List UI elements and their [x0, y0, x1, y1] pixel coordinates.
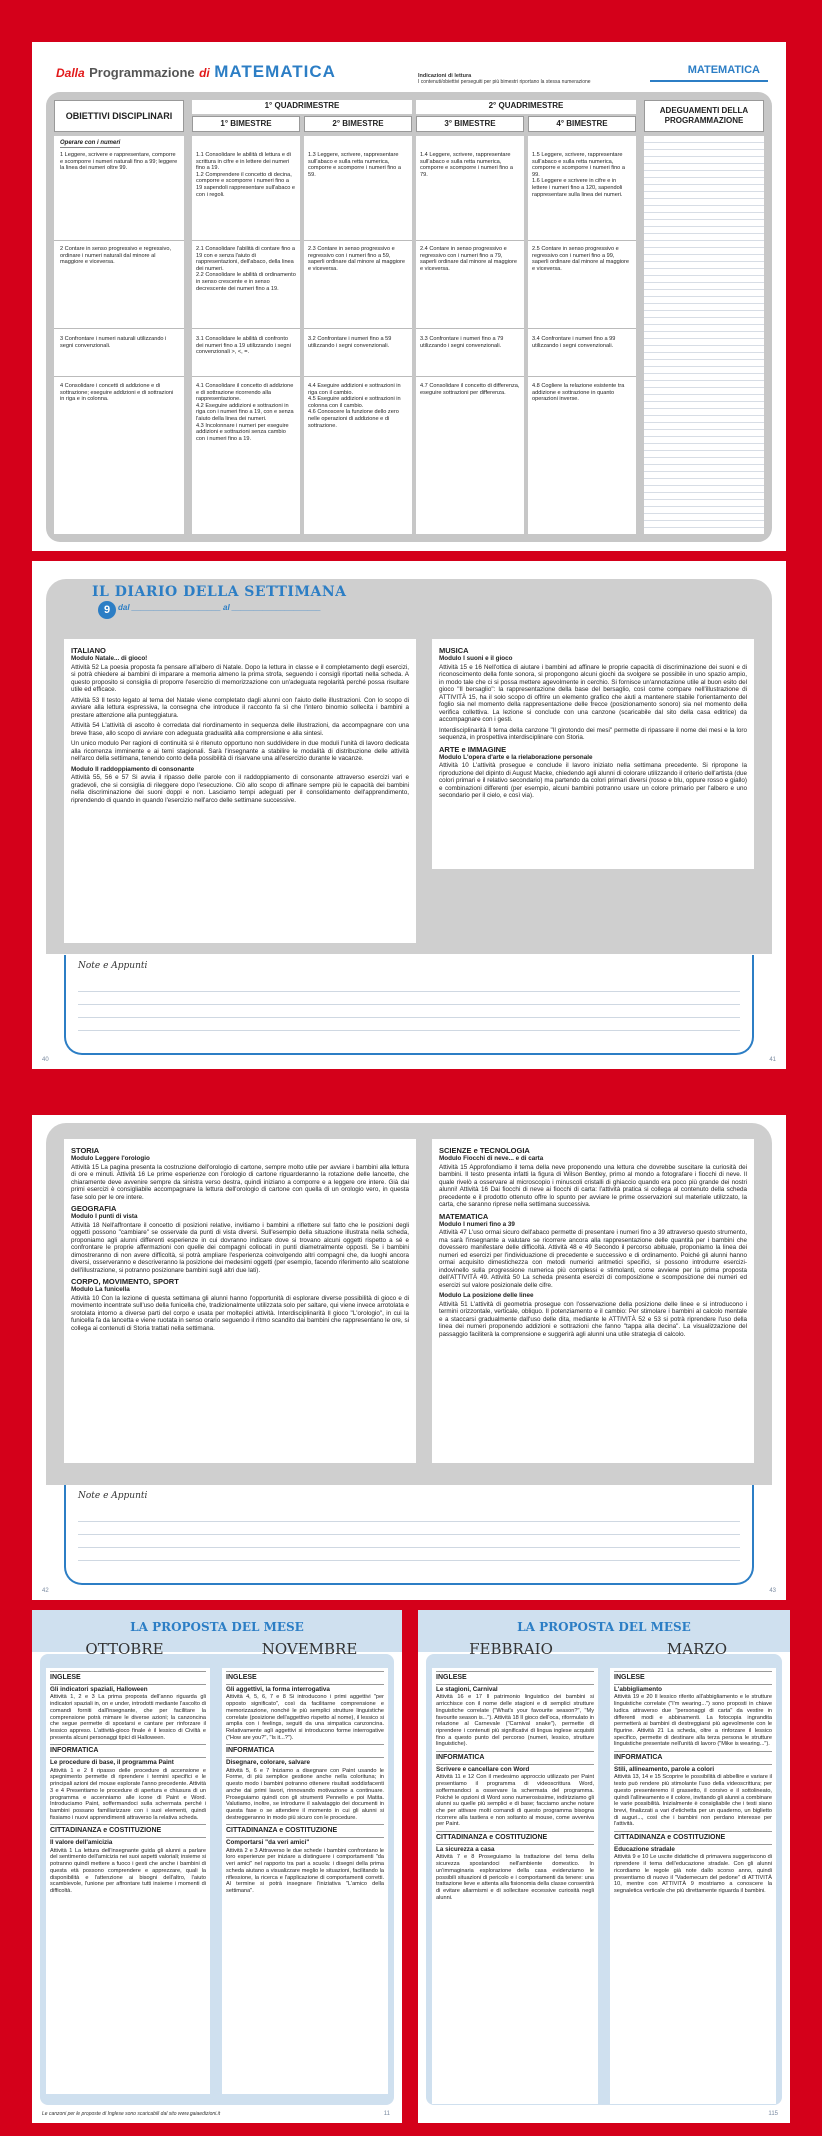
month-marzo: MARZO: [666, 1640, 728, 1658]
activity-text: Attività 1, 2 e 3 La prima proposta dell'anno riguarda gli indicatori spaziali in, on e under, introdotti mediante l'ascolto di comandi forniti dall'insegnante, che per facilitare la comprensione potrà mimare le diverse azioni; la canzoncina che segue permette di spostarsi e cantare per rinforzare il lessico appreso. L'attività-gioco finale è il lessico di Civiltà e presenta alcuni personaggi tipici di Halloween.: [50, 1694, 206, 1741]
b1-row-3: 3.1 Consolidare le abilità di confronto dei numeri fino a 19 utilizzando i segni convenzionali >, <, =.: [196, 336, 291, 356]
page-number-right: 43: [769, 1588, 776, 1594]
proposta-title: LA PROPOSTA DEL MESE: [130, 1620, 304, 1634]
notes-area-2[interactable]: [64, 1485, 754, 1585]
adeguamenti-lines[interactable]: [644, 136, 764, 534]
month-headings: [32, 1640, 402, 1660]
page-number: 11: [383, 2111, 390, 2117]
topic-title: Disegnare, colorare, salvare: [226, 1759, 311, 1767]
topic-title: La sicurezza a casa: [436, 1845, 495, 1853]
month-ottobre: OTTOBRE: [85, 1640, 164, 1658]
month-febbraio: FEBBRAIO: [469, 1640, 553, 1658]
topic-title: Gli indicatori spaziali, Halloween: [50, 1685, 148, 1693]
col-b3: [416, 136, 524, 534]
section-heading: ARTE e IMMAGINE: [439, 744, 507, 754]
diario-page-1: [32, 561, 786, 1069]
diario-right-box: [432, 639, 754, 869]
page-title: Dalla Programmazione di MATEMATICA: [56, 62, 336, 81]
module-title: Modulo Leggere l'orologio: [71, 1155, 150, 1162]
programmazione-page: [32, 42, 786, 551]
activity-text: Interdisciplinarità Il tema della canzone "Il girotondo dei mesi" permette di ripassare il nome dei mesi e la loro sequenza, in prospettiva interdisciplinare con Storia.: [439, 726, 747, 741]
topic-title: L'abbigliamento: [614, 1685, 663, 1693]
subject-heading: INGLESE: [50, 1671, 206, 1685]
diario-left-box-2: [64, 1139, 416, 1463]
b1-row-1: 1.1 Consolidare le abilità di lettura e di scrittura in cifre e in lettere dei numeri fino a 19. 1.2 Comprendere il concetto di decina, comporre e scomporre i numeri fino a 19 sapendoli rappresentare sull'abaco e con i regoli.: [196, 152, 296, 198]
programmazione-table: [46, 92, 772, 542]
header-obiettivi: OBIETTIVI DISCIPLINARI: [54, 100, 184, 132]
header-b3: 3° BIMESTRE: [416, 116, 524, 132]
topic-title: Scrivere e cancellare con Word: [436, 1765, 530, 1773]
topic-title: Stili, allineamento, parole a colori: [614, 1765, 715, 1773]
activity-text: Attività 13, 14 e 15 Scoprire le possibilità di abbellire e variare il testo può rendere più stimolante l'uso della videoscrittura; per questo presenteremo il grassetto, il corsivo e il sottolineato, quindi l'allineamento e il colore, invitando gli alunni a combinare le varie possibilità. Inizialmente è consigliabile che i testi siano brevi, finalizzati a vari d'etichetta per un quaderno, un biglietto di auguri..., così che i bambini non perdano interesse per l'attività.: [614, 1774, 772, 1828]
week-number-badge: 9: [98, 601, 116, 619]
module-title: Modulo I numeri fino a 39: [439, 1220, 515, 1228]
marzo-column: [610, 1668, 776, 2104]
ottobre-column: [46, 1668, 210, 2094]
col-b1: [192, 136, 300, 534]
b2-row-1: 1.3 Leggere, scrivere, rappresentare sull'abaco e sulla retta numerica, comporre e scomporre i numeri fino a 59.: [308, 152, 401, 178]
topic-title: Le procedure di base, il programma Paint: [50, 1759, 174, 1767]
reading-notes: Indicazioni di lettura I contenuti/obiettivi perseguiti per più bimestri riportano la stessa numerazione: [418, 73, 591, 85]
topic-title: Il valore dell'amicizia: [50, 1839, 113, 1847]
module-title: Modulo Il raddoppiamento di consonante: [71, 765, 195, 773]
footer-note: Le canzoni per le proposte di Inglese sono scaricabili dal sito www.gaiaedizioni.it: [42, 2111, 221, 2117]
module-title: Modulo I suoni e il gioco: [439, 655, 513, 662]
activity-text: Attività 11 e 12 Con il medesimo approccio utilizzato per Paint presentiamo il programma di videoscrittura Word, soffermandoci a osservare la schermata del programma. Poiché le opzioni di Word sono numerosissime, indirizziamo gli alunni su quelle più semplici e di base; facciamo anche notare che per attivare molti comandi di questo programma bisogna ricorrere alla tastiera e non soltanto al mouse, come avveniva per Paint.: [436, 1774, 594, 1828]
subject-heading: INFORMATICA: [614, 1751, 772, 1765]
header-q2: 2° QUADRIMESTRE: [416, 100, 636, 114]
activity-text: Attività 15 e 16 Nell'ottica di aiutare i bambini ad affinare le proprie capacità di discriminazione dei suoni e di riconoscimento della fonte sonora, si propongono alcuni giochi da svolgere se possibile in uno spazio ampio, in modo tale che ci si possa mettere agevolmente in cerchio. Si fornisce un'annotazione utile al buon esito del gioco "Il bersaglio": la rappresentazione della base del bersaglio, così come compare nell'illustrazione di ATTIVITÀ 15, ha il solo scopo di offrire un elemento grafico che aiuti a mantenere stabile l'orientamento del foglio sia nel momento della rappresentazione delle frecce (posizionamento sonoro) sia nel momento della verifica collettiva. La lezione si conclude con una canzone (scaricabile dal sito della casa editrice) da accompagnare con i gesti.: [439, 663, 747, 723]
activity-text: Attività 5, 6 e 7 Iniziamo a disegnare con Paint usando le Forme, di più semplice gestione anche nella colorituna; in questo modo i bambini potranno ottenere risultati soddisfacenti anche dai primi lavori, rinnovando motivazione a continuare. Proseguiamo quindi con gli strumenti Pennello e poi Matita. Valutiamo, inoltre, se introdurre il salvataggio dei documenti in questa fase o se attendere il momento in cui gli alunni si destreggeranno in modo più sicuro con le procedure.: [226, 1767, 384, 1821]
obiettivo-4: 4 Consolidare i concetti di addizione e di sottrazione; eseguire addizioni e di sottrazioni in riga e in colonna.: [60, 383, 174, 403]
b2-row-4: 4.4 Eseguire addizioni e sottrazioni in riga con il cambio. 4.5 Eseguire addizioni e sottrazioni in colonna con il cambio. 4.6 Conoscere la funzione dello zero nelle operazioni di addizione e di sottrazione.: [308, 383, 401, 429]
module-title: Modulo La funicella: [71, 1286, 130, 1293]
activity-text: Attività 9 e 10 Le uscite didattiche di primavera suggeriscono di riprendere il tema dell'educazione stradale. Con gli alunni ricordiamo le regole già note dallo scorso anno, quindi presentiamo di nuovo il "Vademecum del pedone" di ATTIVITÀ 10, mentre con ATTIVITÀ 9 mostriamo a conoscere la segnaletica verticale che più direttamente riguarda il bambini.: [614, 1854, 772, 1894]
b4-row-1: 1.5 Leggere, scrivere, rappresentare sull'abaco e sulla retta numerica, comporre e scomporre i numeri fino a 99. 1.6 Leggere e scrivere in cifre e in lettere i numeri fino a 120, sapendoli rappresentare sulla linea dei numeri.: [532, 152, 625, 198]
diario-page-2: [32, 1115, 786, 1600]
activity-text: Attività 16 e 17 Il patrimonio linguistico dei bambini si arricchisce con il nome delle stagioni e di semplici strutture linguistiche correlate ("What's your favourite season?", "My favourite season is..."). Attività 18 Il gioco dell'oca, riformulato in relazione al Carnevale ("Carnival snake"), permette di riprendere i contenuti più significativi di lingua inglese acquisiti fino a questo punto del percorso (numeri, lessico, strutture linguistiche).: [436, 1694, 594, 1748]
activity-text: Attività 53 Il testo legato al tema del Natale viene completato dagli alunni con l'aiuto delle illustrazioni. Con lo scopo di avviare alla lettura espressiva, la consegna che introduce il racconto fa sì che l'intero binomio sollecita i bambini a prestare attenzione alla punteggiatura.: [71, 696, 409, 719]
header-b1: 1° BIMESTRE: [192, 116, 300, 132]
activity-text: Attività 10 Con la lezione di questa settimana gli alunni hanno l'opportunità di esplorare diverse possibilità di gioco e di movimento incentrate sull'uso della funicella che, tradizionalmente utilizzata solo per saltare, qui viene invece arrotolata e srotolata intorno a diverse parti del corpo e usata per molteplici attività. Interdisciplinarità Il gioco "L'orologio", in cui la funicella fa da lancetta e viene ruotata in senso orario seguendo il ritmo scandito dai bambini che rappresentano le ore, si collega ai contenuti di Storia trattati nella settimana.: [71, 1294, 409, 1332]
date-range: dal ____________________ al ____________________: [118, 603, 321, 612]
diario-header: [92, 583, 360, 616]
header-q1: 1° QUADRIMESTRE: [192, 100, 412, 114]
col-b2: [304, 136, 412, 534]
module-title: Modulo I punti di vista: [71, 1213, 138, 1220]
activity-text: Attività 55, 56 e 57 Si avvia il ripasso delle parole con il raddoppiamento di consonante attraverso esercizi vari e gradevoli, che si consiglia di rileggere dopo l'esecuzione. Ciò allo scopo di affinare sempre più le capacità dei bambini nella discriminazione dei suoni doppi e non. Lasciamo tempi adeguati per il consolidamento dell'apprendimento, riprendendo di quando in quando l'esercizio nell'arco delle settimane successive.: [71, 774, 409, 804]
month-novembre: NOVEMBRE: [261, 1640, 358, 1658]
topic-title: Educazione stradale: [614, 1845, 675, 1853]
notes-area[interactable]: [64, 955, 754, 1055]
febbraio-column: [432, 1668, 598, 2104]
header-b4: 4° BIMESTRE: [528, 116, 636, 132]
subject-heading: INGLESE: [614, 1671, 772, 1685]
activity-text: Attività 15 Approfondiamo il tema della neve proponendo una lettura che dovrebbe suscitare la curiosità dei bambini. Il testo presenta infatti la figura di Wilson Bentley, primo al mondo a fotografare i fiocchi di neve. Il quale rivelò a osservare al microscopio i minuscoli cristalli di ghiaccio quando era poco più grande dei nostri alunni! Attività 16 Dai fiocchi di neve ai fiocchi di carta: l'attività pratica si collega al contenuto della scheda precedente e il prodotto ottenuto offre lo spunto per avviare le prime osservazioni sul materiale utilizzato, la carta, che saranno riprese nella settimana successiva.: [439, 1163, 747, 1208]
activity-text: Attività 51 L'attività di geometria prosegue con l'osservazione della posizione delle linee e si introducono i termini orizzontale, verticale, obliquo. Il potenziamento e il cambio: Per stimolare i bambini al calcolo mentale e a staccarsi gradualmente dall'uso delle dita, mediante le ATTIVITÀ 52 e 53 si potrà riprendere l'uso della linea dei numeri proponendo addizioni e sottrazioni che fanno "tappa alla decina". La visualizzazione del passaggio faciliterà la comprensione e suggerirà agli alunni una utile strategia di calcolo.: [439, 1300, 747, 1338]
activity-text: Attività 15 La pagina presenta la costruzione dell'orologio di cartone, sempre molto utile per avviare i bambini alla lettura di ore e minuti. Attività 16 Le prime esperienze con l'orologio di cartone riguarderanno la rotazione delle lancette, che chiaramente deve avvenire sempre da sinistra verso destra, quindi iniziano a comporre e a leggere ore intere. Già dai primi esercizi è consigliabile accompagnare la lettura dell'orologio di cartone con quella di un orologio vero, in questa fase solo per le ore intere.: [71, 1163, 409, 1201]
b1-row-2: 2.1 Consolidare l'abilità di contare fino a 19 con e senza l'aiuto di rappresentazioni, dell'abaco, della linea dei numeri. 2.2 Consolidare le abilità di ordinamento in senso crescente e in senso decrescente dei numeri fino a 19.: [196, 246, 296, 292]
b3-row-1: 1.4 Leggere, scrivere, rappresentare sull'abaco e sulla retta numerica, comporre e scomporre i numeri fino a 79.: [420, 152, 513, 178]
topic-title: Gli aggettivi, la forma interrogativa: [226, 1685, 330, 1693]
section-heading: CORPO, MOVIMENTO, SPORT: [71, 1277, 179, 1286]
header-adeguamenti: ADEGUAMENTI DELLA PROGRAMMAZIONE: [644, 100, 764, 132]
page-number-left: 42: [42, 1588, 49, 1594]
section-caption: Operare con i numeri: [60, 140, 121, 146]
b4-row-3: 3.4 Confrontare i numeri fino a 99 utilizzando i segni convenzionali.: [532, 336, 616, 349]
activity-text: Attività 47 L'uso ormai sicuro dell'abaco permette di presentare i numeri fino a 39 attraverso questo strumento, ma sarà l'insegnante a valutare se ricorrere ancora alla rappresentazione delle quantità per i bambini che dovessero manifestare delle difficoltà. Attività 48 e 49 Secondo il percorso abituale, proponiamo la linea dei numeri ed esercizi per l'individuazione di precedente e successivo e di ordinamento. Poiché gli alunni hanno ormai acquisito dimestichezza con metodi numerici aritmetici specifici, si possono introdurre esercizi-indovinello sulla progressione numerica più complessi e stimolanti, come avviene per la prima proposta dell'ATTIVITÀ 49. Attività 50 La scheda presenta esercizi di composizione e scomposizione dei numeri ed esercizi sul valore posizionale delle cifre.: [439, 1229, 747, 1289]
page-number-left: 40: [42, 1057, 49, 1063]
proposta-title: LA PROPOSTA DEL MESE: [517, 1620, 691, 1634]
diario-left-box: [64, 639, 416, 943]
proposta-ottobre-novembre: [32, 1610, 402, 2123]
b1-row-4: 4.1 Consolidare il concetto di addizione e di sottrazione ricorrendo alla rappresentazione. 4.2 Eseguire addizioni e sottrazioni in riga con i numeri fino a 19, con e senza l'aiuto della linea dei numeri. 4.3 Incolonnare i numeri per eseguire addizioni e sottrazioni senza cambio con i numeri fino a 19.: [196, 383, 294, 442]
b3-row-2: 2.4 Contare in senso progressivo e regressivo con i numeri fino a 79, saperli ordinare dal minore al maggiore e viceversa.: [420, 246, 518, 272]
obiettivo-2: 2 Contare in senso progressivo e regressivo, ordinare i numeri naturali dal minore al maggiore e viceversa.: [60, 246, 171, 266]
notes-label: Note e Appunti: [78, 961, 148, 971]
obiettivo-3: 3 Confrontare i numeri naturali utilizzando i segni convenzionali.: [60, 336, 167, 349]
notes-lines[interactable]: [78, 979, 740, 1041]
module-title: Modulo Fiocchi di neve... e di carta: [439, 1155, 544, 1162]
section-heading: STORIA: [71, 1146, 100, 1155]
header-b2: 2° BIMESTRE: [304, 116, 412, 132]
month-headings: [418, 1640, 790, 1660]
subject-heading: CITTADINANZA e COSTITUZIONE: [436, 1831, 594, 1845]
section-heading: SCIENZE e TECNOLOGIA: [439, 1146, 530, 1155]
activity-text: Attività 4, 5, 6, 7 e 8 Si introducono i primi aggettivi "per opposto significato", così da facilitarne comprensione e memorizzazione, nonché le più semplici strutture linguistiche correlate (posizione dell'aggettivo rispetto al nome), il lessico si amplia con i feelings, seguiti da una simpatica canzoncina. Relativamente agli aggettivi si introducono forme interrogative ("How are you?", "Is it...?").: [226, 1694, 384, 1741]
diario-right-box-2: [432, 1139, 754, 1463]
activity-text: Attività 10 L'attività prosegue e conclude il lavoro iniziato nella settimana precedente. Si ripropone la riproduzione del dipinto di August Macke, chiedendo agli alunni di colorare utilizzando il criterio dell'artista (due colori primari e il relativo secondario) ma partendo da colori primari diversi (rosso e blu, oppure rosso e giallo) e combinazioni differenti (per esempio, alcuni bambini potranno usare un colore primario per l'albero e uno secondario per il cielo, e così via).: [439, 762, 747, 799]
subject-heading: CITTADINANZA e COSTITUZIONE: [226, 1824, 384, 1838]
section-heading: ITALIANO: [71, 646, 106, 655]
module-title: Modulo L'opera d'arte e la rielaborazione personale: [439, 753, 593, 761]
subject-heading: INFORMATICA: [50, 1744, 206, 1758]
topic-title: Le stagioni, Carnival: [436, 1685, 498, 1693]
activity-text: Attività 7 e 8 Proseguiamo la trattazione del tema della sicurezza spostandoci nell'ambiente domestico. In un'immaginaria esplorazione della casa evidenziamo le possibili situazioni di pericolo e i comportamenti da tenere: una trattazione lieve e attenta alla fisionomia della classe consentirà di evitare allarmismi e di sollecitare eccessive curiosità negli alunni.: [436, 1854, 594, 1901]
section-heading: MUSICA: [439, 646, 469, 655]
subject-heading: INFORMATICA: [436, 1751, 594, 1765]
novembre-column: [222, 1668, 388, 2094]
activity-text: Attività 18 Nell'affrontare il concetto di posizioni relative, invitiamo i bambini a riflettere sul fatto che le posizioni degli oggetti possono "cambiare" se osservate da punti di vista diversi. Sull'esempio della situazione illustrata nella scheda, proponiamo agli alunni differenti esperienze in cui dovranno indicare dove si trovano alcuni oggetti rispetto a sé e confrontare le proprie affermazioni con quelle dei compagni collocati in punti diametralmente opposti. Se i bambini dimostreranno di non avere difficoltà, si potrà ampliare l'esperienza coinvolgendo altri compagni che, da luoghi ancora diversi, osserveranno e descriveranno la posizione dei medesimi oggetti (per esempio, facendo riferimento allo scatolone dell'illustrazione, si potranno posizionare bambini sugli altri due lati).: [71, 1221, 409, 1274]
subject-heading: INGLESE: [226, 1671, 384, 1685]
diario-title: IL DIARIO DELLA SETTIMANA: [92, 584, 347, 600]
subject-heading: CITTADINANZA e COSTITUZIONE: [50, 1824, 206, 1838]
topic-title: Comportarsi "da veri amici": [226, 1839, 310, 1847]
b3-row-3: 3.3 Confrontare i numeri fino a 79 utilizzando i segni convenzionali.: [420, 336, 504, 349]
activity-text: Attività 1 e 2 Il ripasso delle procedure di accensione e spegnimento permette di riprendere i termini specifici e le principali azioni del mouse esplorate l'anno precedente. Attività 3 e 4 Presentiamo le procedure di apertura e chiusura di un programma e accenniamo alle icone di Paint e Word. Introduciamo Paint, soffermandoci sulla schermata perché i bambini possano familiarizzare con i suoi elementi, quindi fissiamo i nuovi apprendimenti attraverso la relativa scheda.: [50, 1767, 206, 1821]
subject-heading: CITTADINANZA e COSTITUZIONE: [614, 1831, 772, 1845]
notes-lines[interactable]: [78, 1509, 740, 1571]
proposta-febbraio-marzo: [418, 1610, 790, 2123]
page-number-right: 41: [769, 1057, 776, 1063]
activity-text: Attività 1 La lettura dell'insegnante guida gli alunni a parlare del sentimento dell'amicizia nei suoi aspetti valoriali; insieme si potranno quindi mettere a fuoco i gesti che anche i bambini di questa età possono comprendere e apprezzare, quali la disponibilità e l'attenzione ai bisogni dell'altro, l'aiuto scambievole, l'unione per affrontare tutti insieme i momenti di difficoltà.: [50, 1847, 206, 1894]
page-number: 115: [768, 2111, 778, 2117]
activity-text: Un unico modulo Per ragioni di continuità si è ritenuto opportuno non suddividere in due moduli l'unità di lavoro dedicata alla ricorrenza imminente e ai temi stagionali. Sarà l'insegnante a stabilire le modalità di distribuzione delle attività nell'arco della settimana, tenendo conto della possibilità di risarvane una all'esercizio durante le vacanze.: [71, 740, 409, 762]
section-heading: GEOGRAFIA: [71, 1204, 117, 1213]
b2-row-2: 2.3 Contare in senso progressivo e regressivo con i numeri fino a 59, saperli ordinare dal minore al maggiore e viceversa.: [308, 246, 406, 272]
col-obiettivi: [54, 136, 184, 534]
obiettivo-1: 1 Leggere, scrivere e rappresentare, comporre e scomporre i numeri naturali fino a 99; leggere la linea dei numeri oltre 99.: [60, 152, 178, 172]
b2-row-3: 3.2 Confrontare i numeri fino a 59 utilizzando i segni convenzionali.: [308, 336, 392, 349]
activity-text: Attività 54 L'attività di ascolto è corredata dal riordinamento in sequenza delle illustrazioni, da accompagnare con una breve frase, allo scopo di avviare con adeguata gradualità alla comprensione e alla sintesi.: [71, 722, 409, 737]
subject-heading: INFORMATICA: [226, 1744, 384, 1758]
tag-underline: [650, 80, 768, 82]
subject-heading: INGLESE: [436, 1671, 594, 1685]
section-heading: MATEMATICA: [439, 1211, 489, 1221]
module-title: Modulo La posizione delle linee: [439, 1292, 534, 1299]
b4-row-2: 2.5 Contare in senso progressivo e regressivo con i numeri fino a 99, saperli ordinare dal minore al maggiore e viceversa.: [532, 246, 630, 272]
b3-row-4: 4.7 Consolidare il concetto di differenza, eseguire sottrazioni per differenza.: [420, 383, 520, 396]
module-title: Modulo Natale... di gioco!: [71, 655, 148, 662]
notes-label: Note e Appunti: [78, 1491, 148, 1501]
activity-text: Attività 19 e 20 Il lessico riferito all'abbigliamento e le strutture linguistiche correlate ("I'm wearing...") sono proposti in chiave ludica attraverso due "personaggi di carta" da vestire in differenti modi e abbinamenti. La fotocopia ingrandita permetterà ai bambini di destreggiarsi più agevolmente con le figurine. Attività 21 La scheda, oltre a rinforzare il lessico specifico, permette di destinare alla terza persona le strutture linguistiche presentate nell'unità di lavoro ("Mike is wearing...").: [614, 1694, 772, 1748]
col-b4: [528, 136, 636, 534]
activity-text: Attività 52 La poesia proposta fa pensare all'albero di Natale. Dopo la lettura in classe e il completamento degli esercizi, si potrà chiedere ai bambini di imparare a memoria almeno la prima strofa, seguendo i consigli riportati nella scheda. A questo proposito si consiglia di proporre l'esercizio di memorizzazione con un'adeguata regolarità perché possa risultare utile ed efficace.: [71, 663, 409, 693]
activity-text: Attività 2 e 3 Attraverso le due schede i bambini confrontano le loro esperienze per iniziare a distinguere i comportamenti "da veri amici" nel rapporto tra pari a scuola: i disegni della prima scheda aiutano a visualizzare meglio le situazioni, facilitando la riflessione, la ricerca e l'applicazione di comportamenti corretti. Al termine si potrà insegnare l'iniziativa "L'amico della settimana".: [226, 1847, 384, 1894]
subject-tag: MATEMATICA: [687, 64, 760, 76]
b4-row-4: 4.8 Cogliere la relazione esistente tra addizione e sottrazione in quanto operazioni inverse.: [532, 383, 625, 403]
